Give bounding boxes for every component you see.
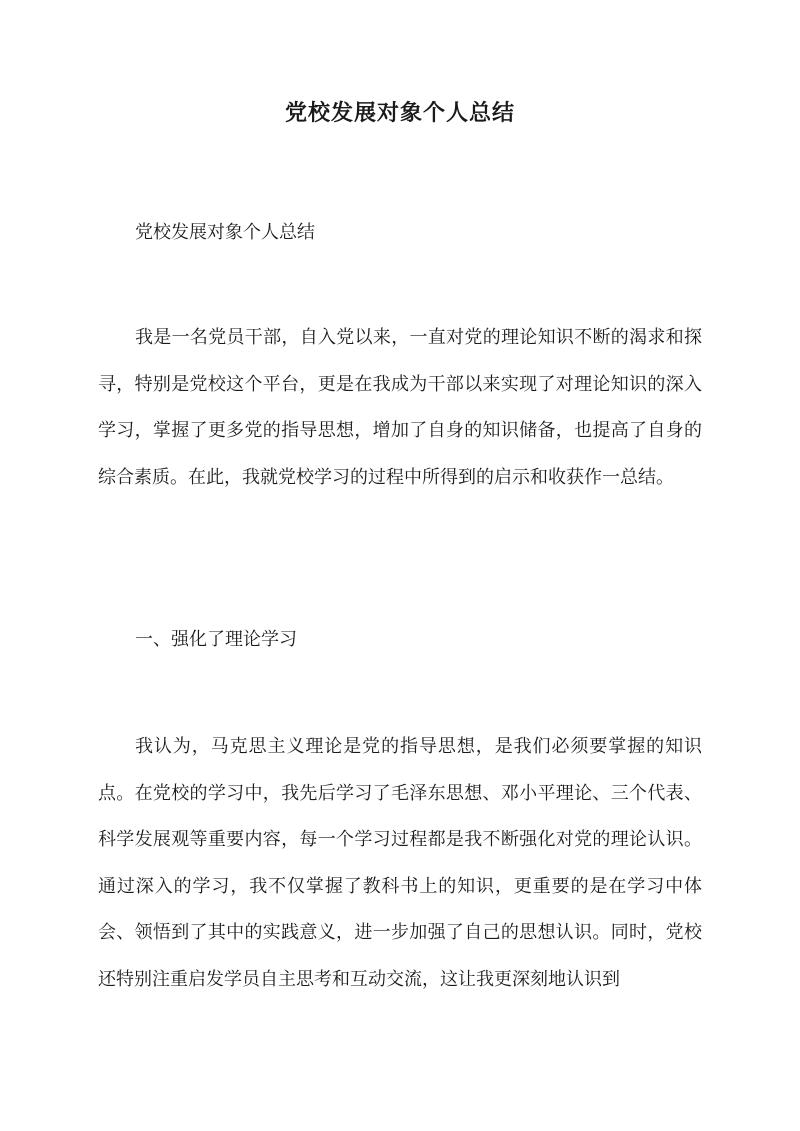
- document-subtitle: 党校发展对象个人总结: [135, 222, 315, 243]
- section-heading: 一、强化了理论学习: [135, 629, 297, 650]
- body-paragraph: 我认为，马克思主义理论是党的指导思想，是我们必须要掌握的知识点。在党校的学习中，我先后学习了毛泽东思想、邓小平理论、三个代表、科学发展观等重要内容，每一个学习过程都是我不断强化对党的理论认识。通过深入的学习，我不仅掌握了教科书上的知识，更重要的是在学习中体会、领悟到了其中的实践意义，进一步加强了自己的思想认识。同时，党校还特别注重启发学员自主思考和互动交流，这让我更深刻地认识到: [98, 736, 702, 990]
- intro-paragraph: 我是一名党员干部，自入党以来，一直对党的理论知识不断的渴求和探寻，特别是党校这个平台，更是在我成为干部以来实现了对理论知识的深入学习，掌握了更多党的指导思想，增加了自身的知识储备，也提高了自身的综合素质。在此，我就党校学习的过程中所得到的启示和收获作一总结。: [98, 327, 702, 488]
- document-title: 党校发展对象个人总结: [284, 100, 515, 126]
